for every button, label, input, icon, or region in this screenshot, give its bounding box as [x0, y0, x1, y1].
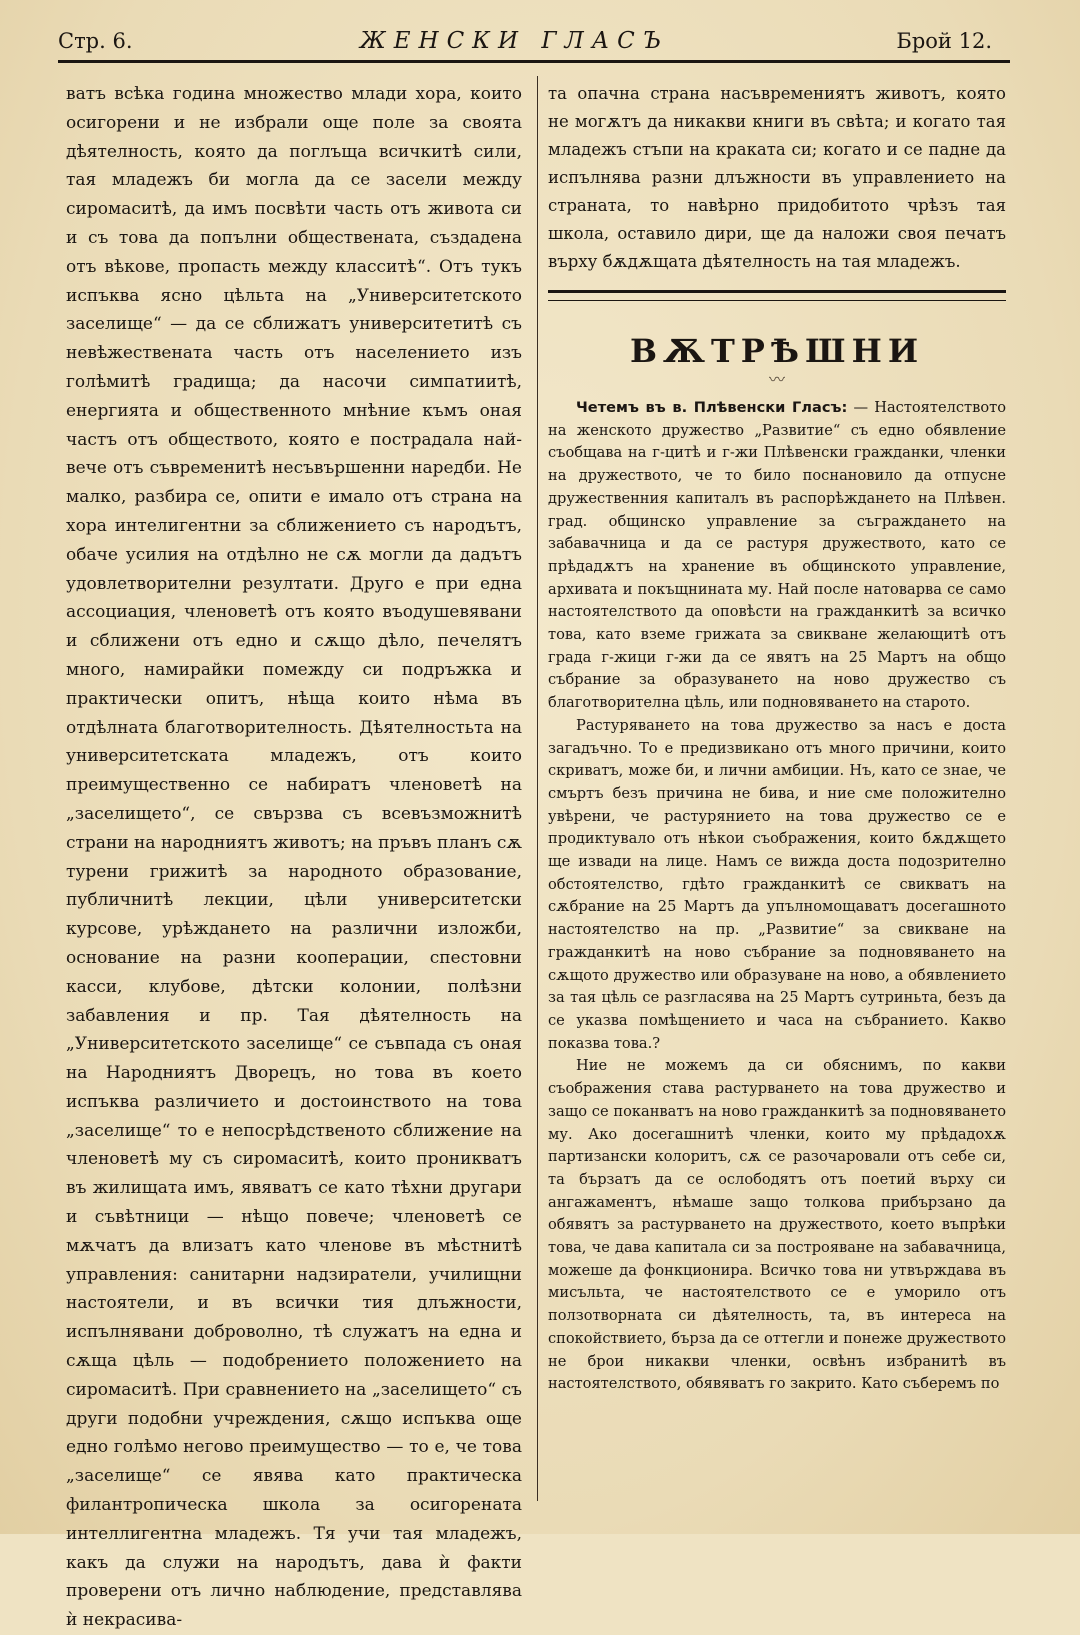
continuation-text: та опачна страна насъвремениятъ животъ, която не могѫтъ да никакви книги въ свѣта; и когато тая младежъ стъпи на краката си; когато и се падне да испълнява разни длъжности въ управлението на страната, то навѣрно придобитото чрѣзъ тая школа, оставило дири, ще да наложи своя печатъ върху бѫдѫщата дѣятелность на тая младежъ.	[548, 84, 1006, 271]
title-ornament: 〰	[768, 370, 785, 389]
masthead-title: ЖЕНСКИ ГЛАСЪ	[359, 28, 670, 54]
section-rule	[548, 290, 1006, 301]
issue-number: Брой 12.	[896, 29, 992, 53]
right-column	[548, 80, 1006, 1396]
header-rule	[58, 60, 1010, 63]
news-paragraph: Ние не можемъ да си обяснимъ, по какви съображения става растурването на това дружество и защо се поканватъ на ново гражданкитѣ за подновяването му. Ако досегашнитѣ членки, които му прѣдадохѫ партизански колоритъ, сѫ се разочаровали отъ себе си, та бързатъ да се ослободятъ отъ поетий върху си ангажаментъ, нѣмаше защо толкова прибързано да обявятъ за растурването на дружеството, което въпрѣки това, че дава капитала си за построяване на забавачница, можеше да фонкционира. Всичко това ни утвърждава въ мисъльта, че настоятелството се е уморило отъ ползотворната си дѣятелность, та, въ интереса на спокойствието, бърза да се оттегли и понеже дружеството не брои никакви членки, освѣнъ избранитѣ въ настоятелството, обявяватъ го закрито. Като съберемъ по	[548, 1057, 1006, 1393]
page-header	[58, 24, 992, 58]
news-paragraph-text: — Настоятелството на женското дружество „Развитие“ съ едно обявление съобщава на г-цитѣ и г-жи Плѣвенски гражданки, членки на дружеството, че то било поснановило да отпусне дружественния капиталъ въ распорѣждането на Плѣвен. град. общинско управление за съграждането на забавачница и да се растуря дружеството, като се прѣдадѫтъ на хранение въ общинското управление, архивата и покъщнината му. Най после натоварва се само настоятелството да оповѣсти на гражданкитѣ за всичко това, като вземе грижата за свикване желающитѣ отъ града г-жици г-жи да се явятъ на 25 Мартъ на общо събрание за образуването на ново дружество съ благотворителна цѣль, или подновяването на старото.	[548, 399, 1006, 712]
news-paragraph: Растуряването на това дружество за насъ е доста загадъчно. То е предизвикано отъ много причини, които скриватъ, може би, и лични амбиции. Нъ, като се знае, че смъртъ безъ причина не бива, и ние сме положително увѣрени, че растурянието на това дружество се е продиктувало отъ нѣкои съображения, които бѫдѫщето ще извади на лице. Намъ се вижда доста подозрително обстоятелство, гдѣто гражданкитѣ се свикватъ на сѫбрание на 25 Мартъ да упълномощаватъ досегашното настоятелство на пр. „Развитие“ за свикване на гражданкитѣ на ново събрание за подновяването на сѫщото дружество или образуване на ново, а обявлението за тая цѣль се разгласява на 25 Мартъ сутриньта, безъ да се указва помѣщението и часа на събранието. Какво показва това.?	[548, 716, 1006, 1052]
column-divider	[537, 76, 538, 1501]
news-paragraph	[548, 397, 1006, 715]
left-column	[66, 80, 522, 1635]
section-title: ВѪТРѢШНИ	[629, 332, 925, 370]
news-source-lead: Четемъ въ в. Плѣвенски Гласъ:	[576, 399, 848, 416]
page-number: Стр. 6.	[58, 29, 133, 53]
news-article	[548, 397, 1006, 1396]
left-column-text: ватъ всѣка година множество млади хора, които осигорени и не избрали още поле за своята дѣятелность, която да поглъща всичкитѣ сили, тая младежъ би могла да се засели между сиромаситѣ, да имъ посвѣти часть отъ живота си и съ това да попълни обществената, създадена отъ вѣкове, пропасть между класситѣ“. Отъ тукъ испъква ясно цѣльта на „Университетското заселище“ — да се сближатъ университетитѣ съ невѣжествената часть отъ населението изъ голѣмитѣ градища; да насочи симпатиитѣ, енергията и общественното мнѣние къмъ оная частъ отъ обществото, която е пострадала най-вече отъ съвременитѣ несъвършенни наредби. Не малко, разбира се, опити е имало отъ страна на хора интелигентни за сближението съ народътъ, обаче усилия на отдѣлно не сѫ могли да дадътъ удовлетворителни резултати. Друго е при една ассоциация, членоветѣ отъ която въодушевявани и сближени отъ едно и сѫщо дѣло, печелятъ много, намирайки помежду си подръжка и практически опитъ, нѣща които нѣма въ отдѣлната благотворителность. Дѣятелностьта на университетската младежъ, отъ които преимущественно се набиратъ членоветѣ на „заселището“, се свързва съ всевъзможнитѣ страни на народниятъ животъ; на пръвъ планъ сѫ турени грижитѣ за народното образование, публичнитѣ лекции, цѣли университетски курсове, урѣждането на различни изложби, основание на разни кооперации, спестовни касси, клубове, дѣтски колонии, полѣзни забавления и пр. Тая дѣятелность на „Университетското заселище“ се съвпада съ оная на Народниятъ Дворецъ, но това въ което испъква различието и достоинството на това „заселище“ то е непосрѣдственото сближение на членоветѣ му съ сиромаситѣ, които проникватъ въ жилищата имъ, явяватъ се като тѣхни другари и съвѣтници — нѣщо повече; членоветѣ се мѫчатъ да влизатъ като членове въ мѣстнитѣ управления: санитарни надзиратели, училищни настоятели, и въ всички тия длъжности, испълнявани доброволно, тѣ служатъ на една и сѫща цѣль — подобрението положението на сиромаситѣ. При сравнението на „заселището“ съ други подобни учреждения, сѫщо испъква още едно голѣмо негово преимущество — то е, че това „заселище“ се явява като практическа филантропическа школа за осигорената интеллигентна младежъ. Тя учи тая младежъ, какъ да служи на народътъ, дава ѝ факти проверени отъ лично наблюдение, представлява ѝ некрасива-	[66, 84, 522, 1631]
